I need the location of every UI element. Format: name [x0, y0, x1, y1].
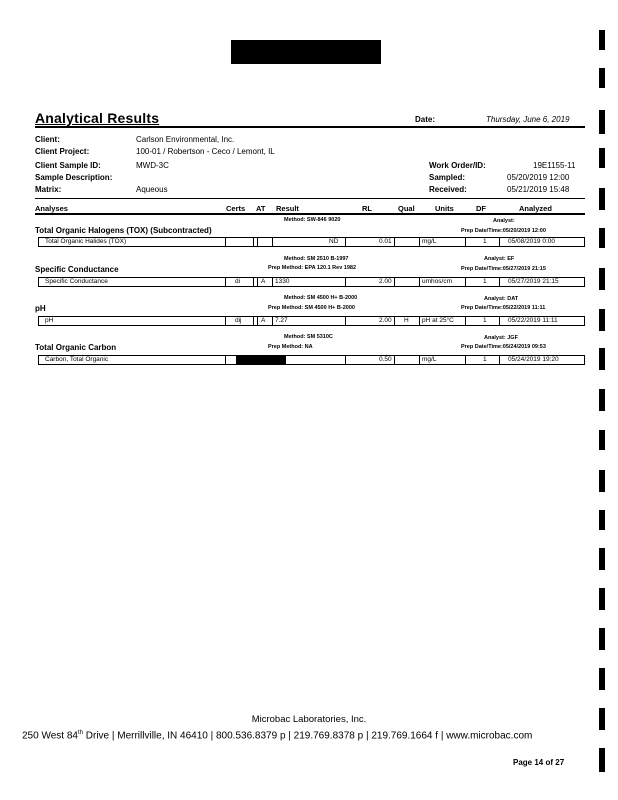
received-label: Received: [429, 185, 467, 194]
units-value: mg/L [422, 356, 437, 363]
scan-mark [599, 309, 605, 331]
section-title: Total Organic Carbon [35, 343, 117, 352]
units-value: pH at 25°C [422, 317, 454, 324]
section-method: Method: SM 4500 H+ B-2000 [284, 295, 358, 301]
col-result: Result [276, 204, 299, 213]
scan-mark [599, 510, 605, 530]
section-title: Total Organic Halogens (TOX) (Subcontracted) [35, 226, 212, 235]
result-value: 1330 [275, 278, 290, 285]
df-value: 1 [483, 238, 487, 245]
date-label: Date: [415, 115, 436, 124]
scan-mark [599, 110, 605, 134]
analyzed-value: 05/24/2019 19:20 [508, 356, 559, 363]
table-row [38, 355, 585, 365]
section-analyst: Analyst: JGF [484, 335, 518, 341]
col-analyses: Analyses [35, 204, 68, 213]
section-analyst: Analyst: DAT [484, 296, 519, 302]
analyte-name: Specific Conductance [45, 278, 108, 285]
section-analyst: Analyst: [493, 218, 515, 224]
info-rule [35, 198, 585, 199]
footer-address: 250 West 84th Drive | Merrillville, IN 46410 | 800.536.8379 p | 219.769.8378 p | 219.769.1664 f | www.microbac.com [22, 730, 533, 742]
redaction-bar-top [231, 40, 381, 64]
analyzed-value: 05/22/2019 11:11 [508, 317, 558, 324]
units-value: umhos/cm [422, 278, 452, 285]
df-value: 1 [483, 278, 487, 285]
col-at: AT [256, 204, 266, 213]
section-prep-datetime: Prep Date/Time:05/22/2019 11:11 [461, 305, 546, 311]
date-value: Thursday, June 6, 2019 [486, 115, 570, 124]
result-value: 7.27 [275, 317, 288, 324]
matrix-label: Matrix: [35, 185, 62, 194]
scan-mark [599, 588, 605, 610]
section-title: pH [35, 304, 46, 313]
client-value: Carlson Environmental, Inc. [136, 135, 235, 144]
col-qual: Qual [398, 204, 415, 213]
sampled-label: Sampled: [429, 173, 466, 182]
section-prep-method: Prep Method: SM 4500 H+ B-2000 [268, 305, 355, 311]
certs-value: di [235, 278, 241, 285]
section-prep-datetime: Prep Date/Time:05/20/2019 12:00 [461, 228, 546, 234]
analyzed-value: 05/27/2019 21:15 [508, 278, 559, 285]
received-value: 05/21/2019 15:48 [507, 185, 570, 194]
result-value: ND [329, 238, 339, 245]
at-value: A [261, 317, 266, 324]
table-row [38, 277, 585, 287]
redacted-result [236, 356, 286, 365]
table-row [38, 237, 585, 247]
analyte-name: Total Organic Halides (TOX) [45, 238, 127, 245]
footer-company: Microbac Laboratories, Inc. [251, 714, 367, 725]
qual-value: H [404, 317, 409, 324]
scan-mark [599, 148, 605, 168]
page-number: Page 14 of 27 [513, 758, 565, 767]
work-order-label: Work Order/ID: [429, 161, 486, 170]
certs-value: dij [235, 317, 242, 324]
scan-mark [599, 548, 605, 570]
section-method: Method: SW-846 9020 [284, 217, 341, 223]
description-label: Sample Description: [35, 173, 113, 182]
sampled-value: 05/20/2019 12:00 [507, 173, 570, 182]
col-rl: RL [362, 204, 372, 213]
section-title: Specific Conductance [35, 265, 119, 274]
scan-mark [599, 430, 605, 450]
scan-mark [599, 668, 605, 690]
scan-mark [599, 708, 605, 730]
table-row [38, 316, 585, 326]
scan-mark [599, 748, 605, 772]
scan-mark [599, 470, 605, 492]
scan-mark [599, 68, 605, 88]
scan-mark [599, 228, 605, 248]
column-header-rule [35, 213, 585, 215]
client-label: Client: [35, 135, 60, 144]
scan-mark [599, 268, 605, 290]
col-df: DF [476, 204, 486, 213]
scan-mark [599, 348, 605, 370]
analyte-name: Carbon, Total Organic [45, 356, 109, 363]
at-value: A [261, 278, 266, 285]
units-value: mg/L [422, 238, 437, 245]
section-prep-datetime: Prep Date/Time:05/27/2019 21:15 [461, 266, 546, 272]
section-prep-method: Prep Method: NA [268, 344, 313, 350]
analyzed-value: 05/08/2019 0:00 [508, 238, 555, 245]
page-title: Analytical Results [35, 110, 160, 126]
section-method: Method: SM 5310C [284, 334, 333, 340]
header-rule [35, 126, 585, 128]
rl-value: 2.00 [379, 317, 392, 324]
rl-value: 0.50 [379, 356, 392, 363]
df-value: 1 [483, 317, 487, 324]
analyte-name: pH [45, 317, 54, 324]
rl-value: 0.01 [379, 238, 392, 245]
col-certs: Certs [226, 204, 246, 213]
section-analyst: Analyst: EF [484, 256, 515, 262]
project-value: 100-01 / Robertson - Ceco / Lemont, IL [136, 147, 275, 156]
section-method: Method: SM 2510 B-1997 [284, 256, 349, 262]
df-value: 1 [483, 356, 487, 363]
scan-mark [599, 389, 605, 411]
col-units: Units [435, 204, 454, 213]
scan-mark [599, 628, 605, 650]
scan-mark [599, 30, 605, 50]
project-label: Client Project: [35, 147, 90, 156]
sample-id-label: Client Sample ID: [35, 161, 101, 170]
matrix-value: Aqueous [136, 185, 168, 194]
section-prep-method: Prep Method: EPA 120.1 Rev 1982 [268, 265, 357, 271]
work-order-value: 19E1155-11 [533, 161, 576, 170]
col-analyzed: Analyzed [519, 204, 552, 213]
sample-id-value: MWD-3C [136, 161, 169, 170]
section-prep-datetime: Prep Date/Time:05/24/2019 09:53 [461, 344, 546, 350]
scan-mark [599, 188, 605, 210]
rl-value: 2.00 [379, 278, 392, 285]
